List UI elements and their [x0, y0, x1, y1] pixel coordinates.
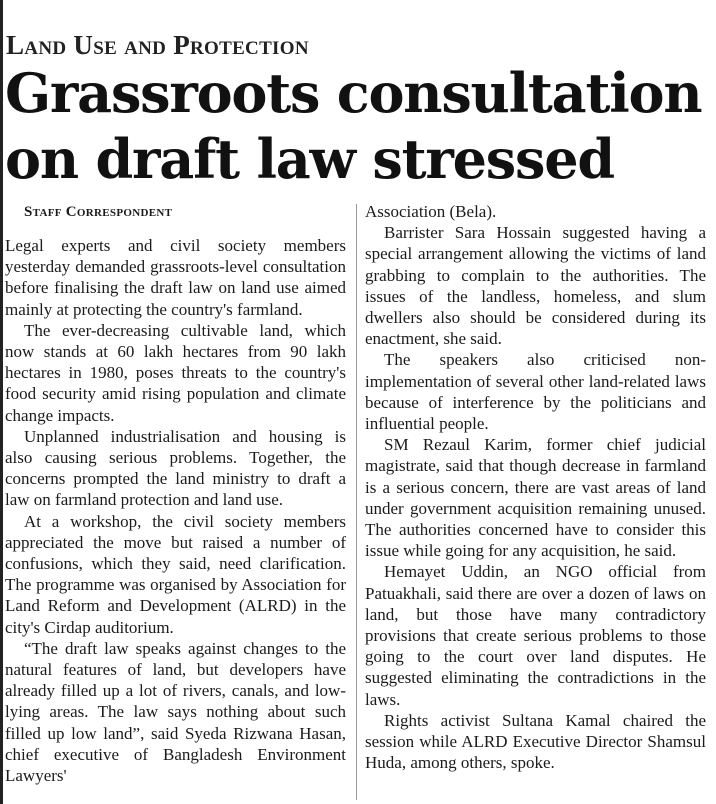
body-paragraph: Hemayet Uddin, an NGO official from Patuakhali, said there are over a dozen of laws on land, but those have many contradictory provisions that create serious problems to those going to the court over land disputes. He suggested eliminating the contradictions in the laws. — [365, 562, 706, 709]
body-paragraph: The speakers also criticised non-implementation of several other land-related laws because of interference by the politicians and influential people. — [365, 350, 706, 434]
headline-line-2: on draft law stressed — [5, 127, 614, 191]
article-column-right — [365, 201, 706, 773]
column-divider — [356, 204, 357, 800]
body-paragraph-continued: Association (Bela). — [365, 202, 497, 221]
body-paragraph: The ever-decreasing cultivable land, which now stands at 60 lakh hectares from 90 lakh hectares in 1980, poses threats to the country's food security amid rising population and climate change impacts. — [5, 320, 346, 425]
body-paragraph: “The draft law speaks against changes to the natural features of land, but developers have already filled up a lot of rivers, canals, and low-lying areas. The law says nothing about such filled up low land”, said Syeda Rizwana Hasan, chief executive of Bangladesh Environment Lawyers' — [5, 638, 346, 786]
byline: Staff Correspondent — [24, 204, 173, 220]
headline — [5, 60, 716, 192]
section-kicker: Land Use and Protection — [6, 30, 309, 60]
body-paragraph: Barrister Sara Hossain suggested having a special arrangement allowing the victims of land grabbing to complain to the authorities. The issues of the landless, homeless, and slum dwellers also should be considered during its enactment, she said. — [365, 223, 706, 349]
body-paragraph: Rights activist Sultana Kamal chaired the session while ALRD Executive Director Shamsul Huda, among others, spoke. — [365, 710, 706, 773]
body-paragraph: SM Rezaul Karim, former chief judicial magistrate, said that though decrease in farmland is a serious concern, there are vast areas of land under government acquisition remaining unused. The authorities concerned have to consider this issue while going for any acquisition, he said. — [365, 435, 706, 561]
body-paragraph: At a workshop, the civil society members appreciated the move but raised a number of confusions, which they said, need clarification. The programme was organised by Association for Land Reform and Development (ALRD) in the city's Cirdap auditorium. — [5, 511, 346, 637]
headline-line-1: Grassroots consultation — [5, 61, 702, 125]
body-paragraph: Legal experts and civil society members yesterday demanded grassroots-level consultation before finalising the draft law on land use aimed mainly at protecting the country's farmland. — [5, 236, 346, 319]
body-paragraph: Unplanned industrialisation and housing is also causing serious problems. Together, the concerns prompted the land ministry to draft a law on farmland protection and land use. — [5, 426, 346, 510]
article-column-left — [5, 202, 346, 786]
page-edge-rule — [0, 0, 3, 804]
